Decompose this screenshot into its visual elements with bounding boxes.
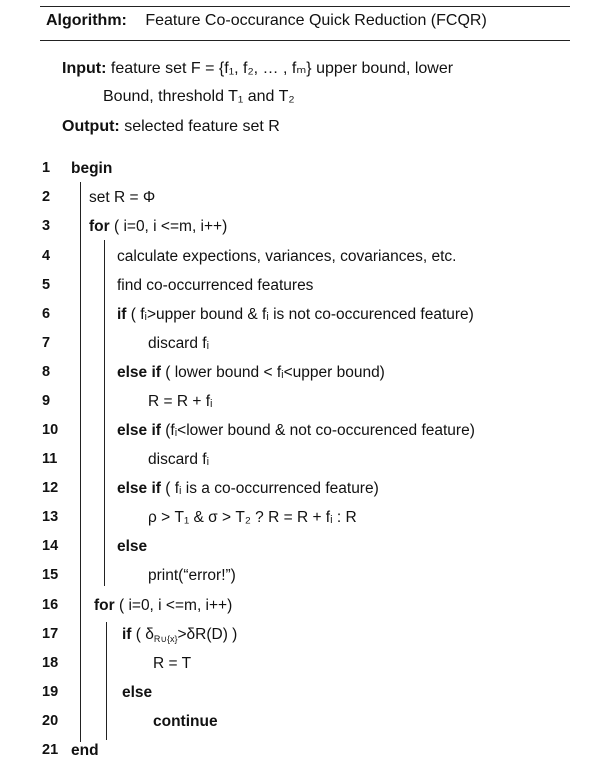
code-text: ( lower bound < fᵢ<upper bound) (160, 364, 385, 381)
code-text: ( i=0, i <=m, i++) (109, 218, 228, 235)
algorithm-title: Feature Co-occurance Quick Reduction (FCQR) (145, 12, 487, 29)
keyword: else (122, 684, 153, 701)
output-text: selected feature set R (124, 118, 280, 135)
line-number: 18 (42, 655, 59, 671)
code-text: find co-occurrenced features (117, 277, 314, 294)
input-label: Input: (62, 60, 107, 77)
keyword: for (94, 597, 115, 614)
code-text: set R = Φ (89, 189, 156, 206)
keyword: if (122, 626, 132, 643)
code-text: ( fᵢ>upper bound & fᵢ is not co-occurenced feature) (126, 306, 474, 323)
header-rule (40, 40, 570, 41)
line-number: 4 (42, 248, 51, 264)
for-block-bar-2 (106, 622, 107, 740)
keyword: continue (153, 713, 218, 730)
code-text: discard fᵢ (148, 335, 210, 352)
algorithm-label: Algorithm: (46, 12, 127, 29)
line-number: 15 (42, 567, 59, 583)
output-label: Output: (62, 118, 120, 135)
code-text: R = R + fᵢ (148, 393, 213, 410)
line-number: 1 (42, 160, 51, 176)
for-block-bar-1 (104, 240, 105, 586)
keyword: else if (117, 422, 161, 439)
code-text: ρ > T₁ & σ > T₂ ? R = R + fᵢ : R (148, 509, 357, 526)
code-text: ( fᵢ is a co-occurrenced feature) (160, 480, 379, 497)
line-number: 20 (42, 713, 59, 729)
output-line (62, 118, 280, 136)
line-number: 8 (42, 364, 51, 380)
keyword: else if (117, 480, 161, 497)
input-line-1 (62, 58, 453, 78)
code-text: discard fᵢ (148, 451, 210, 468)
input-line-2 (103, 88, 295, 106)
keyword: else (117, 538, 148, 555)
line-number: 7 (42, 335, 51, 351)
code-text: ( δ (131, 626, 154, 643)
line-number: 16 (42, 597, 59, 613)
keyword: if (117, 306, 127, 323)
code-text: (fᵢ<lower bound & not co-occurenced feature) (160, 422, 475, 439)
line-number: 5 (42, 277, 51, 293)
code-text-tail: >δR(D) ) (177, 626, 238, 643)
code-text: R = T (153, 655, 192, 672)
line-number: 11 (42, 451, 58, 467)
line-number: 12 (42, 480, 59, 496)
line-number: 9 (42, 393, 51, 409)
keyword: else if (117, 364, 161, 381)
line-number: 13 (42, 509, 59, 525)
algorithm-header (46, 12, 487, 30)
begin-block-bar (80, 182, 81, 742)
line-number: 21 (42, 742, 59, 758)
keyword: begin (71, 160, 113, 177)
line-number: 10 (42, 422, 59, 438)
line-number: 2 (42, 189, 51, 205)
line-number: 17 (42, 626, 59, 642)
code-text: calculate expections, variances, covariances, etc. (117, 248, 457, 265)
input-text-2: Bound, threshold T₁ and T₂ (103, 88, 295, 105)
delta-subscript: R∪{x} (153, 634, 178, 644)
line-number: 19 (42, 684, 59, 700)
line-number: 3 (42, 218, 51, 234)
input-text-1: feature set F = {f₁, f₂, … , fₘ} upper bound, lower (110, 60, 454, 77)
code-text: print(“error!”) (148, 567, 236, 584)
line-number: 14 (42, 538, 59, 554)
code-text: ( i=0, i <=m, i++) (114, 597, 233, 614)
line-number: 6 (42, 306, 51, 322)
top-rule (40, 6, 570, 7)
keyword: end (71, 742, 99, 759)
keyword: for (89, 218, 110, 235)
